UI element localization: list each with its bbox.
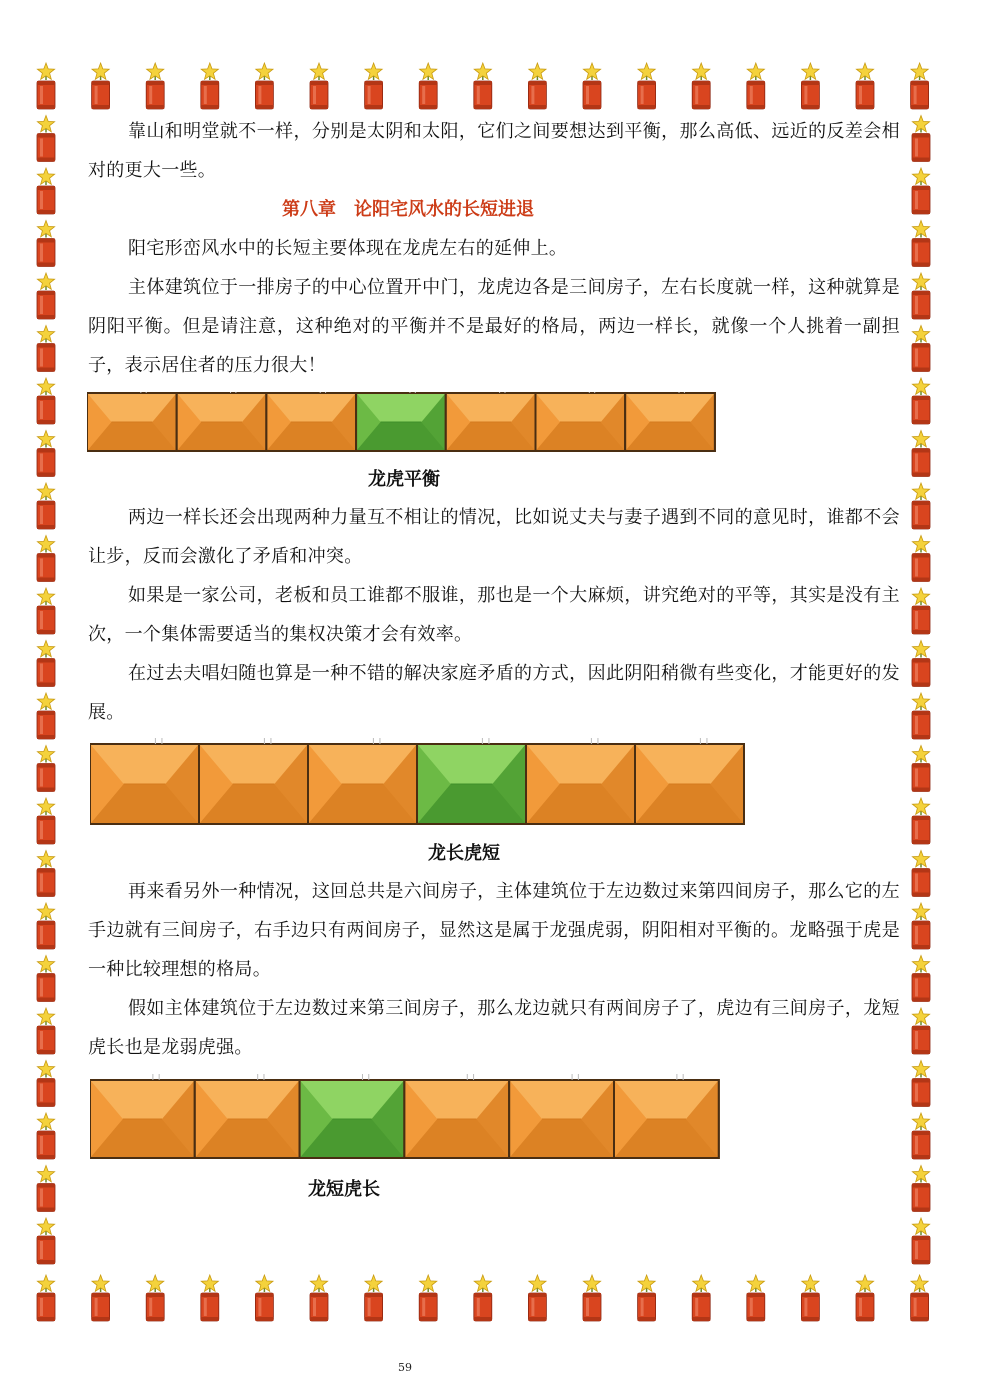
firecracker-icon bbox=[912, 798, 930, 844]
firecracker-icon bbox=[801, 1275, 819, 1321]
firecracker-icon bbox=[528, 63, 546, 109]
firecracker-icon bbox=[583, 1275, 601, 1321]
figure-caption-dragon-long: 龙长虎短 bbox=[428, 843, 500, 864]
house-roof bbox=[199, 738, 308, 824]
firecracker-icon bbox=[310, 1275, 328, 1321]
paragraph-1: 靠山和明堂就不一样，分别是太阴和太阳，它们之间要想达到平衡，那么高低、远近的反差会相对的更大一些。 bbox=[88, 121, 900, 181]
page-number: 59 bbox=[398, 1361, 412, 1374]
firecracker-icon bbox=[912, 641, 930, 687]
firecracker-icon bbox=[856, 63, 874, 109]
house-roof bbox=[87, 392, 177, 451]
firecracker-icon bbox=[37, 378, 55, 424]
firecracker-icon bbox=[365, 63, 383, 109]
firecracker-icon bbox=[474, 63, 492, 109]
firecracker-icon bbox=[912, 431, 930, 477]
firecracker-icon bbox=[37, 1218, 55, 1264]
firecracker-icon bbox=[37, 903, 55, 949]
firecracker-icon bbox=[37, 588, 55, 634]
firecracker-icon bbox=[801, 63, 819, 109]
firecracker-icon bbox=[37, 483, 55, 529]
firecracker-icon bbox=[146, 63, 164, 109]
firecracker-icon bbox=[912, 851, 930, 897]
firecracker-icon bbox=[692, 63, 710, 109]
firecracker-icon bbox=[638, 63, 656, 109]
firecracker-icon bbox=[911, 63, 929, 109]
paragraph-8: 假如主体建筑位于左边数过来第三间房子，那么龙边就只有两间房子了，虎边有三间房子，龙短虎长也是龙弱虎强。 bbox=[88, 998, 900, 1058]
firecracker-icon bbox=[912, 1061, 930, 1107]
firecracker-icon bbox=[912, 1008, 930, 1054]
firecracker-icon bbox=[37, 536, 55, 582]
firecracker-icon bbox=[37, 63, 55, 109]
chapter-heading: 第八章 论阳宅风水的长短进退 bbox=[282, 199, 534, 220]
firecracker-icon bbox=[912, 693, 930, 739]
firecracker-icon bbox=[912, 1166, 930, 1212]
firecracker-icon bbox=[912, 903, 930, 949]
firecracker-icon bbox=[474, 1275, 492, 1321]
firecracker-icon bbox=[912, 746, 930, 792]
firecracker-icon bbox=[419, 63, 437, 109]
figure-caption-balanced: 龙虎平衡 bbox=[368, 469, 440, 490]
firecracker-icon bbox=[37, 326, 55, 372]
firecracker-icon bbox=[37, 1275, 55, 1321]
firecracker-icon bbox=[912, 221, 930, 267]
figure-caption-dragon-short: 龙短虎长 bbox=[308, 1179, 380, 1200]
firecracker-icon bbox=[37, 221, 55, 267]
house-roof bbox=[625, 392, 715, 451]
firecracker-icon bbox=[747, 1275, 765, 1321]
house-roof bbox=[90, 738, 199, 824]
firecracker-icon bbox=[37, 1008, 55, 1054]
paragraph-7: 再来看另外一种情况，这回总共是六间房子，主体建筑位于左边数过来第四间房子，那么它的左手边就有三间房子，右手边只有两间房子，显然这是属于龙强虎弱，阴阳相对平衡的。龙略强于虎是一种比较理想的格局。 bbox=[88, 881, 900, 980]
firecracker-icon bbox=[37, 693, 55, 739]
firecracker-icon bbox=[310, 63, 328, 109]
firecracker-icon bbox=[37, 1166, 55, 1212]
firecracker-icon bbox=[37, 273, 55, 319]
house-roof bbox=[177, 392, 267, 451]
main-house-roof bbox=[356, 392, 446, 451]
firecracker-icon bbox=[747, 63, 765, 109]
firecracker-icon bbox=[912, 168, 930, 214]
firecracker-icon bbox=[37, 746, 55, 792]
firecracker-icon bbox=[912, 536, 930, 582]
firecracker-icon bbox=[583, 63, 601, 109]
firecracker-icon bbox=[912, 1113, 930, 1159]
house-roof bbox=[536, 392, 626, 451]
paragraph-6: 在过去夫唱妇随也算是一种不错的解决家庭矛盾的方式，因此阴阳稍微有些变化，才能更好的发展。 bbox=[88, 663, 900, 723]
firecracker-icon bbox=[912, 483, 930, 529]
firecracker-icon bbox=[37, 641, 55, 687]
house-roof bbox=[195, 1074, 300, 1158]
house-roof bbox=[404, 1074, 509, 1158]
firecracker-icon bbox=[528, 1275, 546, 1321]
house-roof bbox=[526, 738, 635, 824]
firecracker-icon bbox=[255, 1275, 273, 1321]
firecracker-icon bbox=[37, 1113, 55, 1159]
firecracker-icon bbox=[638, 1275, 656, 1321]
house-roof bbox=[614, 1074, 719, 1158]
firecracker-icon bbox=[146, 1275, 164, 1321]
main-house-roof bbox=[300, 1074, 405, 1158]
firecracker-icon bbox=[92, 63, 110, 109]
firecracker-icon bbox=[37, 798, 55, 844]
house-roof bbox=[308, 738, 417, 824]
firecracker-icon bbox=[37, 956, 55, 1002]
house-roof bbox=[266, 392, 356, 451]
firecracker-icon bbox=[201, 63, 219, 109]
firecracker-icon bbox=[37, 1061, 55, 1107]
firecracker-icon bbox=[92, 1275, 110, 1321]
firecracker-icon bbox=[37, 431, 55, 477]
firecracker-icon bbox=[255, 63, 273, 109]
firecracker-icon bbox=[37, 851, 55, 897]
paragraph-4: 两边一样长还会出现两种力量互不相让的情况，比如说丈夫与妻子遇到不同的意见时，谁都不会让步，反而会激化了矛盾和冲突。 bbox=[88, 507, 900, 567]
firecracker-icon bbox=[912, 116, 930, 162]
firecracker-icon bbox=[912, 378, 930, 424]
firecracker-icon bbox=[856, 1275, 874, 1321]
paragraph-2: 阳宅形峦风水中的长短主要体现在龙虎左右的延伸上。 bbox=[128, 238, 568, 259]
houses-row-balanced bbox=[87, 392, 717, 452]
house-roof bbox=[509, 1074, 614, 1158]
firecracker-icon bbox=[912, 956, 930, 1002]
firecracker-icon bbox=[365, 1275, 383, 1321]
house-roof bbox=[90, 1074, 195, 1158]
firecracker-icon bbox=[911, 1275, 929, 1321]
house-roof bbox=[446, 392, 536, 451]
main-house-roof bbox=[417, 738, 526, 824]
firecracker-icon bbox=[912, 326, 930, 372]
firecracker-icon bbox=[201, 1275, 219, 1321]
firecracker-icon bbox=[419, 1275, 437, 1321]
paragraph-3: 主体建筑位于一排房子的中心位置开中门，龙虎边各是三间房子，左右长度就一样，这种就算是阴阳平衡。但是请注意，这种绝对的平衡并不是最好的格局，两边一样长，就像一个人挑着一副担子，表示居住者的压力很大！ bbox=[88, 277, 900, 376]
firecracker-icon bbox=[912, 588, 930, 634]
paragraph-5: 如果是一家公司，老板和员工谁都不服谁，那也是一个大麻烦，讲究绝对的平等，其实是没有主次，一个集体需要适当的集权决策才会有效率。 bbox=[88, 585, 900, 645]
firecracker-icon bbox=[912, 1218, 930, 1264]
firecracker-icon bbox=[37, 116, 55, 162]
house-roof bbox=[635, 738, 744, 824]
houses-row-dragon-short bbox=[90, 1074, 723, 1160]
houses-row-dragon-long bbox=[90, 738, 750, 826]
firecracker-icon bbox=[692, 1275, 710, 1321]
firecracker-icon bbox=[912, 273, 930, 319]
